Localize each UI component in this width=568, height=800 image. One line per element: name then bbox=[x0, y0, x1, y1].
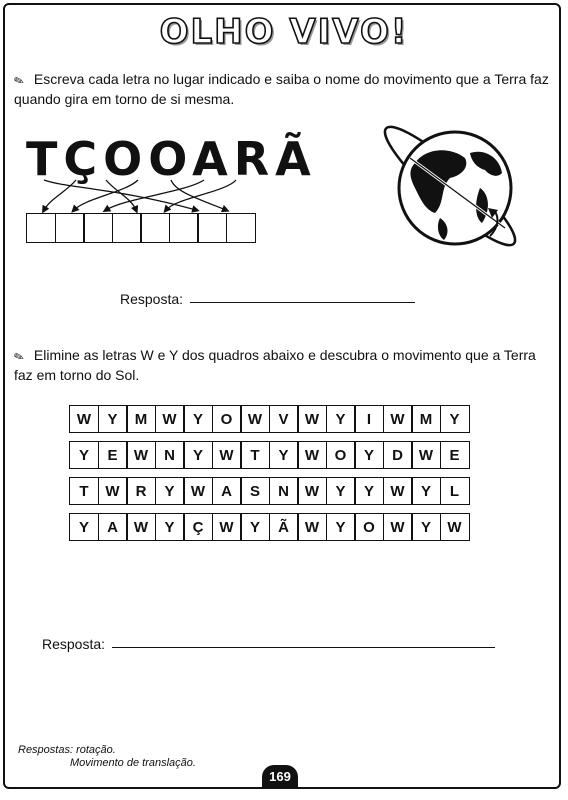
grid-cell[interactable]: E bbox=[98, 441, 128, 469]
grid-cell[interactable]: W bbox=[183, 477, 213, 505]
grid-cell[interactable]: Y bbox=[411, 513, 441, 541]
grid-cell[interactable]: W bbox=[126, 513, 156, 541]
pencil-icon: ✎ bbox=[11, 72, 27, 90]
answer-key bbox=[18, 744, 196, 770]
scrambled-letters: TÇOOARÃ bbox=[26, 132, 317, 186]
letter-grid bbox=[69, 405, 468, 549]
answer-key-line-1: Respostas: rotação. bbox=[18, 744, 116, 756]
grid-cell[interactable]: Y bbox=[326, 477, 356, 505]
grid-cell[interactable]: O bbox=[354, 513, 384, 541]
page-number: 169 bbox=[262, 765, 298, 787]
grid-cell[interactable]: Y bbox=[354, 477, 384, 505]
grid-cell[interactable]: Y bbox=[98, 405, 128, 433]
grid-cell[interactable]: W bbox=[155, 405, 185, 433]
grid-cell[interactable]: R bbox=[126, 477, 156, 505]
letter-box[interactable] bbox=[83, 213, 113, 243]
grid-cell[interactable]: Y bbox=[269, 441, 299, 469]
letter-arrows bbox=[26, 178, 256, 218]
letter-box[interactable] bbox=[197, 213, 227, 243]
letter-box[interactable] bbox=[169, 213, 199, 243]
grid-cell[interactable]: L bbox=[440, 477, 470, 505]
instruction-1-text: Escreva cada letra no lugar indicado e saiba o nome do movimento que a Terra faz quando gira em torno de si mesma. bbox=[14, 71, 549, 107]
grid-cell[interactable]: W bbox=[383, 513, 413, 541]
answer-line-2[interactable] bbox=[112, 632, 495, 648]
grid-cell[interactable]: M bbox=[411, 405, 441, 433]
letter-box[interactable] bbox=[55, 213, 85, 243]
grid-cell[interactable]: Y bbox=[326, 513, 356, 541]
grid-cell[interactable]: T bbox=[69, 477, 99, 505]
pencil-icon: ✎ bbox=[11, 348, 27, 366]
instruction-1 bbox=[11, 70, 554, 109]
grid-row bbox=[69, 441, 468, 469]
answer-label-1: Resposta: bbox=[120, 291, 184, 307]
grid-row bbox=[69, 477, 468, 505]
grid-cell[interactable]: W bbox=[212, 513, 242, 541]
grid-cell[interactable]: W bbox=[98, 477, 128, 505]
grid-cell[interactable]: Y bbox=[183, 441, 213, 469]
grid-cell[interactable]: Y bbox=[69, 441, 99, 469]
grid-cell[interactable]: Ã bbox=[269, 513, 299, 541]
grid-cell[interactable]: W bbox=[69, 405, 99, 433]
grid-cell[interactable]: W bbox=[297, 441, 327, 469]
earth-rotation-illustration bbox=[370, 118, 530, 258]
grid-cell[interactable]: Y bbox=[240, 513, 270, 541]
grid-cell[interactable]: Y bbox=[354, 441, 384, 469]
grid-cell[interactable]: W bbox=[440, 513, 470, 541]
letter-box[interactable] bbox=[112, 213, 142, 243]
grid-cell[interactable]: W bbox=[383, 405, 413, 433]
grid-cell[interactable]: N bbox=[155, 441, 185, 469]
grid-cell[interactable]: S bbox=[240, 477, 270, 505]
grid-cell[interactable]: W bbox=[297, 477, 327, 505]
grid-cell[interactable]: W bbox=[411, 441, 441, 469]
answer-label-2: Resposta: bbox=[42, 636, 106, 652]
grid-cell[interactable]: W bbox=[297, 405, 327, 433]
grid-cell[interactable]: Y bbox=[440, 405, 470, 433]
grid-cell[interactable]: Ç bbox=[183, 513, 213, 541]
grid-cell[interactable]: E bbox=[440, 441, 470, 469]
answer-boxes bbox=[26, 213, 254, 243]
letter-box[interactable] bbox=[26, 213, 56, 243]
grid-cell[interactable]: W bbox=[297, 513, 327, 541]
grid-cell[interactable]: A bbox=[98, 513, 128, 541]
grid-cell[interactable]: W bbox=[383, 477, 413, 505]
grid-cell[interactable]: Y bbox=[326, 405, 356, 433]
grid-cell[interactable]: D bbox=[383, 441, 413, 469]
instruction-2-text: Elimine as letras W e Y dos quadros abaixo e descubra o movimento que a Terra faz em torno do Sol. bbox=[14, 347, 536, 383]
grid-row bbox=[69, 405, 468, 433]
letter-box[interactable] bbox=[140, 213, 170, 243]
grid-cell[interactable]: W bbox=[126, 441, 156, 469]
grid-cell[interactable]: W bbox=[240, 405, 270, 433]
grid-cell[interactable]: I bbox=[354, 405, 384, 433]
grid-cell[interactable]: N bbox=[269, 477, 299, 505]
grid-cell[interactable]: O bbox=[212, 405, 242, 433]
grid-cell[interactable]: Y bbox=[155, 513, 185, 541]
grid-cell[interactable]: Y bbox=[411, 477, 441, 505]
grid-cell[interactable]: Y bbox=[183, 405, 213, 433]
instruction-2 bbox=[11, 346, 554, 385]
answer-key-line-2: Movimento de translação. bbox=[70, 757, 196, 769]
page-title: OLHO VIVO! bbox=[159, 12, 409, 52]
grid-cell[interactable]: M bbox=[126, 405, 156, 433]
grid-cell[interactable]: O bbox=[326, 441, 356, 469]
letter-box[interactable] bbox=[226, 213, 256, 243]
grid-cell[interactable]: W bbox=[212, 441, 242, 469]
grid-cell[interactable]: Y bbox=[69, 513, 99, 541]
grid-cell[interactable]: A bbox=[212, 477, 242, 505]
grid-row bbox=[69, 513, 468, 541]
grid-cell[interactable]: T bbox=[240, 441, 270, 469]
answer-line-1[interactable] bbox=[190, 288, 415, 303]
grid-cell[interactable]: Y bbox=[155, 477, 185, 505]
grid-cell[interactable]: V bbox=[269, 405, 299, 433]
